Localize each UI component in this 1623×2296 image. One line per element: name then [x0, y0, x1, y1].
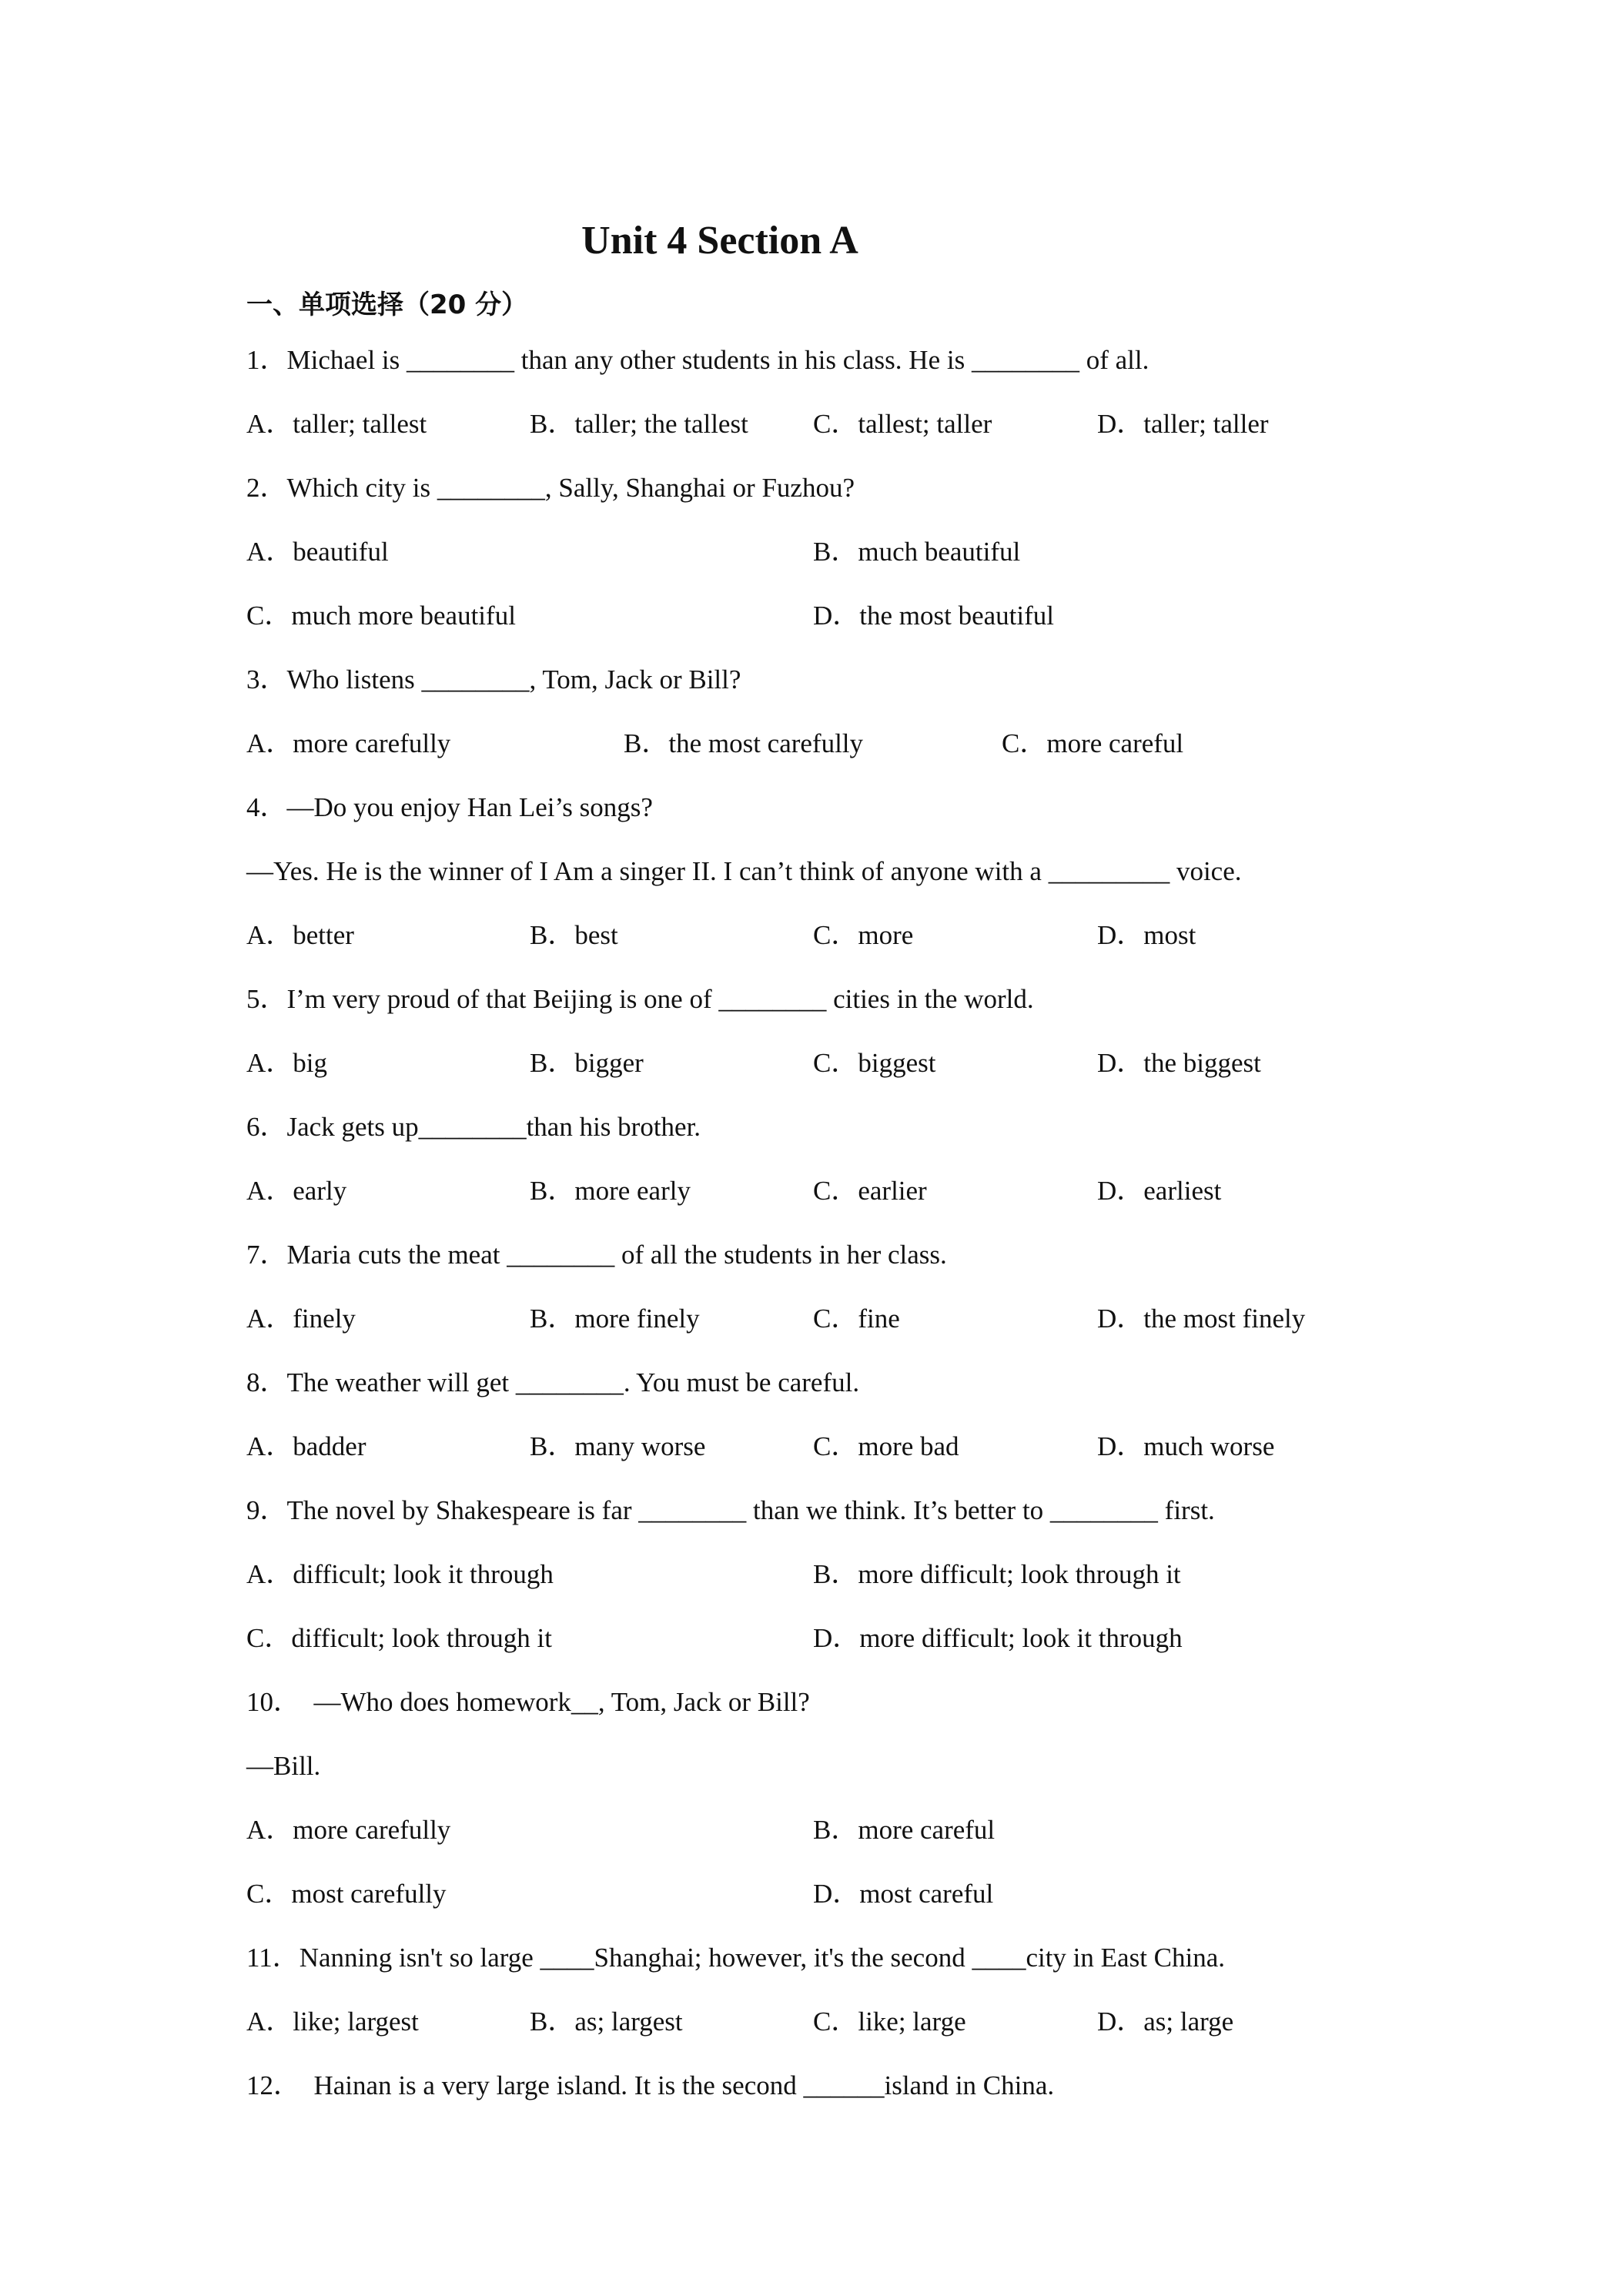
- question-7-option-c: C．fine: [813, 1304, 900, 1334]
- question-11-stem: 11．Nanning isn't so large ____Shanghai; however, it's the second ____city in East China.: [246, 1943, 1226, 1973]
- question-6-option-a: A．early: [246, 1176, 347, 1206]
- question-5-option-d: D．the biggest: [1097, 1048, 1261, 1078]
- question-9-option-b: B．more difficult; look through it: [813, 1559, 1181, 1589]
- question-11-option-c: C．like; large: [813, 2006, 966, 2037]
- question-4-reply: —Yes. He is the winner of I Am a singer II. I can’t think of anyone with a _________ voice.: [246, 856, 1242, 886]
- question-5-option-a: A．big: [246, 1048, 328, 1078]
- question-7-option-b: B．more finely: [530, 1304, 700, 1334]
- question-7-stem: 7．Maria cuts the meat ________ of all the students in her class.: [246, 1240, 947, 1270]
- question-12-stem: 12． Hainan is a very large island. It is the second ______island in China.: [246, 2070, 1055, 2100]
- question-10-option-b: B．more careful: [813, 1815, 996, 1845]
- question-5-option-c: C．biggest: [813, 1048, 936, 1078]
- question-4-option-d: D．most: [1097, 920, 1196, 950]
- question-1-option-c: C．tallest; taller: [813, 409, 992, 439]
- section-heading: 一、单项选择（20 分）: [246, 290, 528, 320]
- question-10-option-a: A．more carefully: [246, 1815, 451, 1845]
- question-4-option-b: B．best: [530, 920, 618, 950]
- question-2-option-c: C．much more beautiful: [246, 601, 516, 631]
- question-4-option-a: A．better: [246, 920, 354, 950]
- question-8-option-b: B．many worse: [530, 1431, 706, 1461]
- question-10-stem: 10． —Who does homework__, Tom, Jack or Bill?: [246, 1687, 810, 1717]
- question-4-stem: 4．—Do you enjoy Han Lei’s songs?: [246, 792, 653, 822]
- question-1-option-b: B．taller; the tallest: [530, 409, 748, 439]
- question-11-option-a: A．like; largest: [246, 2006, 419, 2037]
- question-1-option-a: A．taller; tallest: [246, 409, 427, 439]
- question-9-option-d: D．more difficult; look it through: [813, 1623, 1183, 1653]
- question-2-option-a: A．beautiful: [246, 537, 389, 567]
- question-7-option-d: D．the most finely: [1097, 1304, 1306, 1334]
- question-10-option-c: C．most carefully: [246, 1879, 447, 1909]
- page-title: Unit 4 Section A: [581, 219, 858, 263]
- question-7-option-a: A．finely: [246, 1304, 356, 1334]
- question-2-stem: 2．Which city is ________, Sally, Shanghai or Fuzhou?: [246, 473, 855, 503]
- question-2-option-d: D．the most beautiful: [813, 601, 1055, 631]
- question-9-option-a: A．difficult; look it through: [246, 1559, 554, 1589]
- question-6-option-b: B．more early: [530, 1176, 691, 1206]
- question-3-option-c: C．more careful: [1002, 728, 1184, 758]
- question-6-option-d: D．earliest: [1097, 1176, 1222, 1206]
- question-9-stem: 9．The novel by Shakespeare is far ________ than we think. It’s better to ________ first.: [246, 1495, 1215, 1525]
- question-3-option-a: A．more carefully: [246, 728, 451, 758]
- question-6-stem: 6．Jack gets up________than his brother.: [246, 1112, 701, 1142]
- question-11-option-d: D．as; large: [1097, 2006, 1234, 2037]
- question-8-stem: 8．The weather will get ________. You must be careful.: [246, 1367, 860, 1397]
- question-8-option-d: D．much worse: [1097, 1431, 1275, 1461]
- question-5-stem: 5．I’m very proud of that Beijing is one of ________ cities in the world.: [246, 984, 1034, 1014]
- question-3-option-b: B．the most carefully: [624, 728, 864, 758]
- question-3-stem: 3．Who listens ________, Tom, Jack or Bill?: [246, 664, 741, 694]
- question-6-option-c: C．earlier: [813, 1176, 927, 1206]
- question-9-option-c: C．difficult; look through it: [246, 1623, 552, 1653]
- question-4-option-c: C．more: [813, 920, 914, 950]
- question-1-stem: 1．Michael is ________ than any other students in his class. He is ________ of all.: [246, 345, 1149, 375]
- question-10-reply: —Bill.: [246, 1751, 321, 1781]
- question-5-option-b: B．bigger: [530, 1048, 644, 1078]
- question-2-option-b: B．much beautiful: [813, 537, 1021, 567]
- question-11-option-b: B．as; largest: [530, 2006, 683, 2037]
- question-8-option-c: C．more bad: [813, 1431, 959, 1461]
- question-8-option-a: A．badder: [246, 1431, 366, 1461]
- question-10-option-d: D．most careful: [813, 1879, 994, 1909]
- question-1-option-d: D．taller; taller: [1097, 409, 1269, 439]
